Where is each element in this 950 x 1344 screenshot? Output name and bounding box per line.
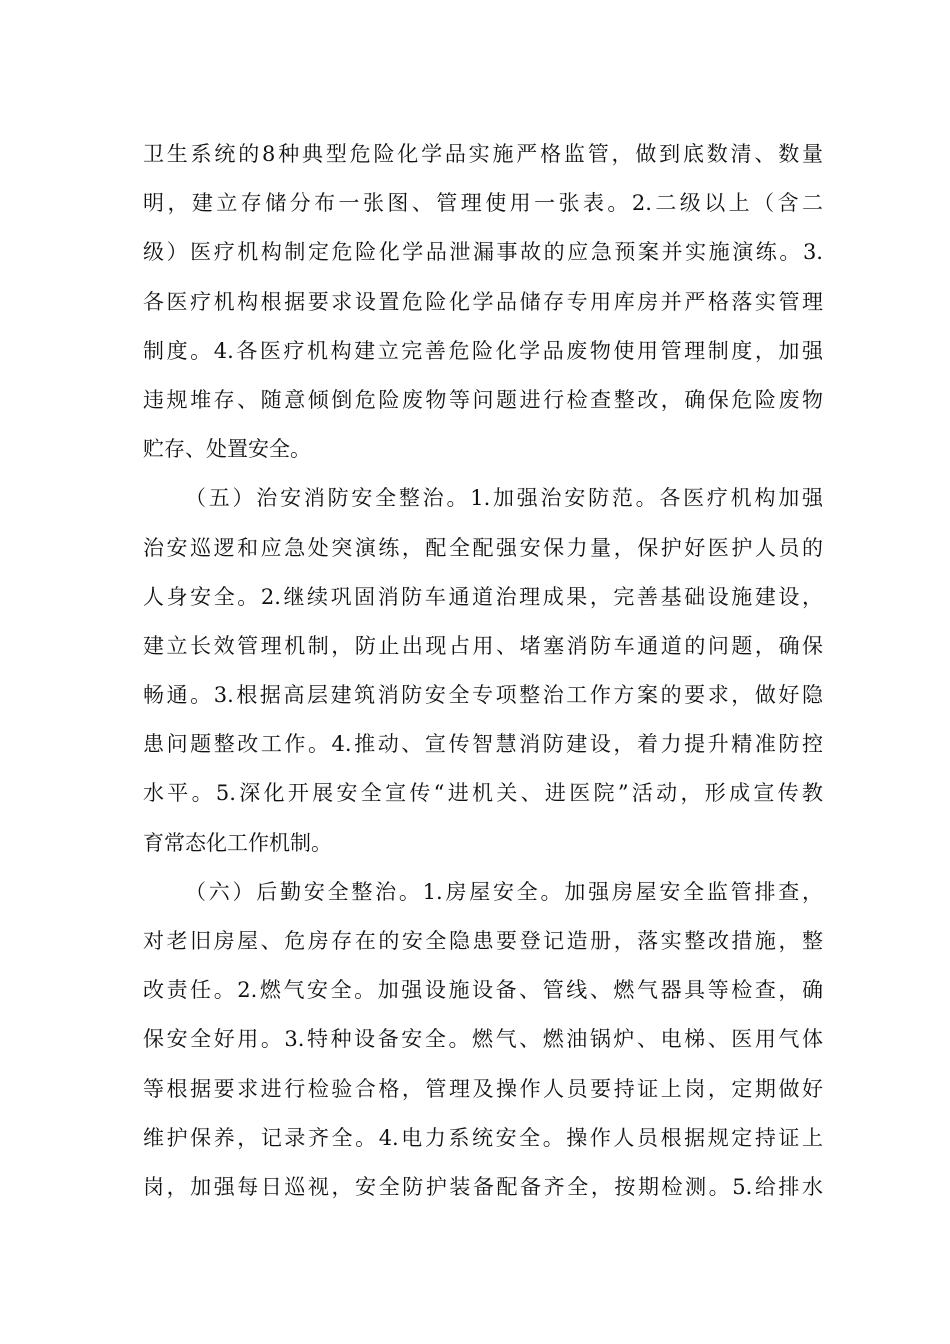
text-line: 畅通。3.根据高层建筑消防安全专项整治工作方案的要求，做好隐 bbox=[143, 683, 823, 708]
text-line: 对老旧房屋、危房存在的安全隐患要登记造册，落实整改措施，整 bbox=[143, 929, 823, 953]
text-line: 水平。5.深化开展安全宣传“进机关、进医院”活动，形成宣传教 bbox=[143, 781, 823, 806]
text-line: 级）医疗机构制定危险化学品泄漏事故的应急预案并实施演练。3. bbox=[143, 240, 823, 265]
text-line: 贮存、处置安全。 bbox=[143, 437, 311, 462]
section-heading-line: （六）后勤安全整治。1.房屋安全。加强房屋安全监管排查， bbox=[185, 879, 823, 904]
text-line: 人身安全。2.继续巩固消防车通道治理成果，完善基础设施建设， bbox=[143, 584, 823, 609]
text-line: 卫生系统的8种典型危险化学品实施严格监管，做到底数清、数量 bbox=[143, 142, 823, 166]
text-line: 治安巡逻和应急处突演练，配全配强安保力量，保护好医护人员的 bbox=[143, 535, 823, 560]
text-line: 制度。4.各医疗机构建立完善危险化学品废物使用管理制度，加强 bbox=[143, 338, 823, 363]
text-line: 维护保养，记录齐全。4.电力系统安全。操作人员根据规定持证上 bbox=[143, 1125, 823, 1150]
text-line: 改责任。2.燃气安全。加强设施设备、管线、燃气器具等检查，确 bbox=[143, 978, 823, 1003]
section-heading-line: （五）治安消防安全整治。1.加强治安防范。各医疗机构加强 bbox=[185, 486, 823, 511]
text-line: 等根据要求进行检验合格，管理及操作人员要持证上岗，定期做好 bbox=[143, 1076, 823, 1101]
text-line: 患问题整改工作。4.推动、宣传智慧消防建设，着力提升精准防控 bbox=[143, 732, 823, 757]
text-line: 岗，加强每日巡视，安全防护装备配备齐全，按期检测。5.给排水 bbox=[143, 1174, 823, 1199]
text-line: 育常态化工作机制。 bbox=[143, 830, 332, 855]
text-line: 明，建立存储分布一张图、管理使用一张表。2.二级以上（含二 bbox=[143, 191, 823, 216]
text-line: 建立长效管理机制，防止出现占用、堵塞消防车通道的问题，确保 bbox=[143, 633, 823, 658]
document-body bbox=[143, 130, 823, 1212]
text-line: 违规堆存、随意倾倒危险废物等问题进行检查整改，确保危险废物 bbox=[143, 387, 823, 412]
text-line: 保安全好用。3.特种设备安全。燃气、燃油锅炉、电梯、医用气体 bbox=[143, 1027, 823, 1052]
text-line: 各医疗机构根据要求设置危险化学品储存专用库房并严格落实管理 bbox=[143, 289, 823, 314]
